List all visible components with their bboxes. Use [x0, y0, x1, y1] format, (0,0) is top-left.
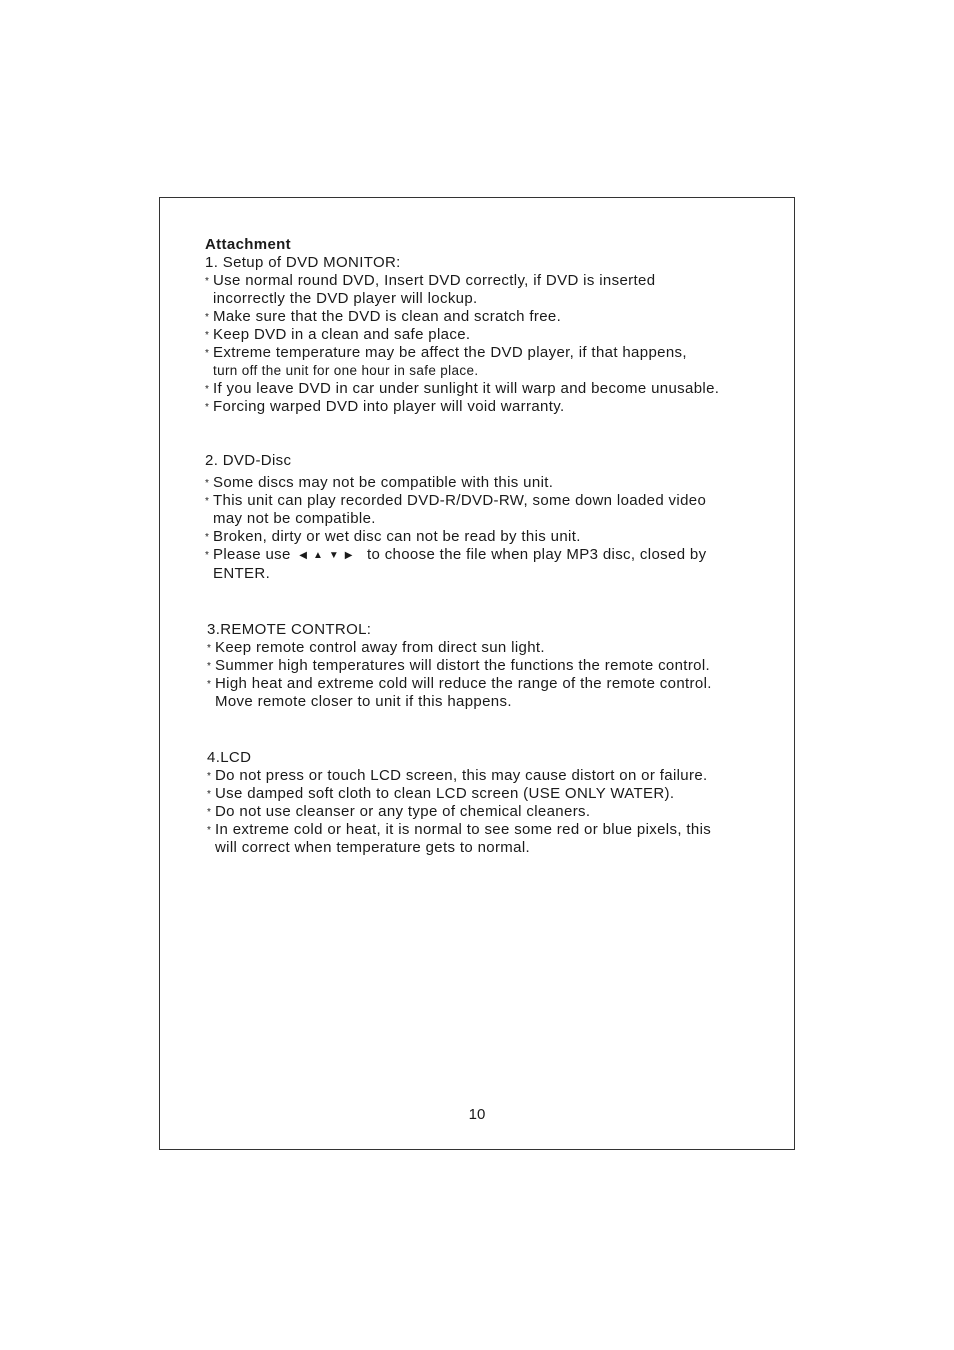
- bullet-star-icon: *: [205, 478, 210, 489]
- section-dvd-disc: [205, 452, 785, 583]
- document-title: Attachment: [205, 236, 292, 253]
- list-item: * Please use ◀▲▼▶ to choose the file when play MP3 disc, closed by ENTER.: [205, 546, 707, 582]
- list-item: * Use damped soft cloth to clean LCD screen (USE ONLY WATER).: [207, 785, 675, 802]
- document-body: [205, 236, 785, 857]
- list-item: * If you leave DVD in car under sunlight it will warp and become unusable.: [205, 380, 720, 397]
- bullet-star-icon: *: [205, 348, 210, 359]
- section-lcd: [205, 749, 785, 857]
- bullet-star-icon: *: [207, 679, 212, 690]
- list-item: * Keep DVD in a clean and safe place.: [205, 326, 471, 343]
- list-item: * Extreme temperature may be affect the DVD player, if that happens, turn off the unit for one hour in safe place.: [205, 344, 687, 378]
- section-remote-control: [205, 621, 785, 711]
- bullet-star-icon: *: [205, 532, 210, 543]
- list-item: * Broken, dirty or wet disc can not be read by this unit.: [205, 528, 581, 545]
- list-item: * This unit can play recorded DVD-R/DVD-RW, some down loaded video may not be compatible.: [205, 492, 707, 527]
- bullet-star-icon: *: [207, 789, 212, 800]
- list-item: * Some discs may not be compatible with this unit.: [205, 474, 554, 491]
- section-heading: 2. DVD-Disc: [205, 452, 292, 469]
- section-heading: 1. Setup of DVD MONITOR:: [205, 254, 401, 271]
- section-heading: 4.LCD: [207, 749, 252, 766]
- arrow-keys-icon: ◀▲▼▶: [299, 550, 359, 561]
- section-heading: 3.REMOTE CONTROL:: [207, 621, 372, 638]
- list-item: * Use normal round DVD, Insert DVD correctly, if DVD is inserted incorrectly the DVD player will lockup.: [205, 272, 656, 307]
- list-item: * Summer high temperatures will distort the functions the remote control.: [207, 657, 711, 674]
- bullet-star-icon: *: [205, 384, 210, 395]
- bullet-star-icon: *: [207, 825, 212, 836]
- list-item: * Do not press or touch LCD screen, this may cause distort on or failure.: [207, 767, 708, 784]
- bullet-star-icon: *: [207, 807, 212, 818]
- page-number: 10: [468, 1106, 486, 1123]
- bullet-star-icon: *: [205, 550, 210, 561]
- bullet-star-icon: *: [205, 330, 210, 341]
- bullet-star-icon: *: [205, 276, 210, 287]
- list-item: * High heat and extreme cold will reduce the range of the remote control. Move remote closer to unit if this happens.: [207, 675, 712, 710]
- bullet-star-icon: *: [205, 496, 210, 507]
- list-item: * Make sure that the DVD is clean and scratch free.: [205, 308, 562, 325]
- bullet-star-icon: *: [207, 661, 212, 672]
- list-item: * Do not use cleanser or any type of chemical cleaners.: [207, 803, 591, 820]
- bullet-star-icon: *: [207, 771, 212, 782]
- bullet-star-icon: *: [205, 312, 210, 323]
- bullet-star-icon: *: [205, 402, 210, 413]
- bullet-star-icon: *: [207, 643, 212, 654]
- section-setup: [205, 254, 785, 416]
- list-item: * Keep remote control away from direct sun light.: [207, 639, 545, 656]
- list-item: * Forcing warped DVD into player will void warranty.: [205, 398, 565, 415]
- list-item: * In extreme cold or heat, it is normal to see some red or blue pixels, this will correct when temperature gets to normal.: [207, 821, 712, 856]
